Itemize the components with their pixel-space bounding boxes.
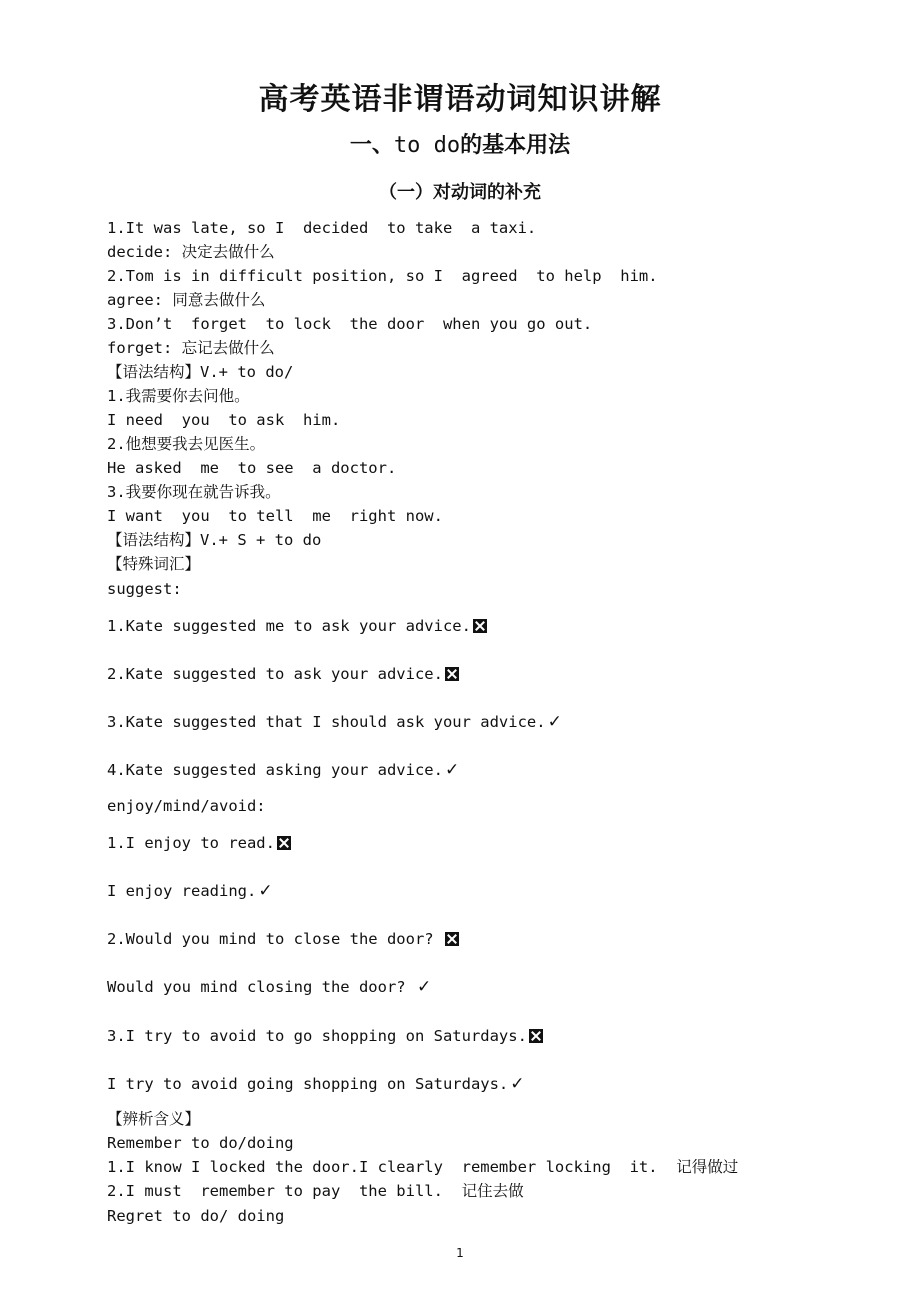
example-text: 2.Would you mind to close the door? (107, 930, 443, 948)
example-wrong (107, 664, 459, 684)
example-wrong (107, 833, 291, 853)
english-sentence: He asked me to see a doctor. (107, 459, 397, 477)
wrong-icon (473, 619, 487, 633)
example-text: 1.Kate suggested me to ask your advice. (107, 617, 471, 635)
example-wrong (107, 1026, 543, 1046)
example-line: 3.Don’t forget to lock the door when you go out. (107, 315, 593, 333)
check-icon: ✓ (444, 760, 460, 780)
section-code: to do (393, 133, 461, 158)
example-text: I try to avoid going shopping on Saturdays. (107, 1075, 509, 1093)
subsection-heading: （一）对动词的补充 (379, 182, 541, 203)
check-icon: ✓ (510, 1074, 525, 1094)
vocab-word: suggest: (107, 580, 182, 598)
vocab-word: enjoy/mind/avoid: (107, 797, 266, 815)
check-icon: ✓ (416, 977, 432, 997)
example-wrong (107, 929, 459, 949)
check-icon: ✓ (258, 881, 273, 901)
example-right (107, 712, 562, 732)
note-line: decide: 决定去做什么 (107, 243, 275, 261)
chinese-sentence: 3.我要你现在就告诉我。 (107, 483, 281, 501)
example-text: Would you mind closing the door? (107, 978, 415, 996)
page-number: 1 (456, 1246, 464, 1260)
section-heading (0, 128, 920, 159)
english-sentence: I need you to ask him. (107, 411, 341, 429)
wrong-icon (445, 667, 459, 681)
example-text: 1.I enjoy to read. (107, 834, 275, 852)
example-text: I enjoy reading. (107, 882, 257, 900)
example-line: 1.It was late, so I decided to take a taxi. (107, 219, 537, 237)
example-right (107, 977, 431, 997)
check-icon: ✓ (547, 712, 562, 732)
example-right (107, 881, 273, 901)
wrong-icon (445, 932, 459, 946)
section-prefix: 一、 (349, 132, 394, 158)
section-suffix: 的基本用法 (460, 132, 571, 158)
wrong-icon (277, 836, 291, 850)
note-line: forget: 忘记去做什么 (107, 339, 275, 357)
example-text: 3.Kate suggested that I should ask your advice. (107, 713, 546, 731)
example-line: 2.Tom is in difficult position, so I agreed to help him. (107, 267, 658, 285)
example-text: 4.Kate suggested asking your advice. (107, 761, 443, 779)
wrong-icon (529, 1029, 543, 1043)
english-sentence: I want you to tell me right now. (107, 507, 443, 525)
example-wrong (107, 616, 487, 636)
grammar-structure: 【语法结构】V.+ S + to do (107, 531, 322, 549)
note-line: agree: 同意去做什么 (107, 291, 266, 309)
example-right (107, 760, 459, 780)
special-vocab-heading: 【特殊词汇】 (107, 555, 201, 573)
page-title: 高考英语非谓语动词知识讲解 (258, 82, 662, 117)
chinese-sentence: 2.他想要我去见医生。 (107, 435, 266, 453)
example-text: 2.Kate suggested to ask your advice. (107, 665, 443, 683)
example-line: 1.I know I locked the door.I clearly remember locking it. 记得做过 (107, 1158, 739, 1176)
phrase-heading: Remember to do/doing (107, 1134, 294, 1152)
analysis-heading: 【辨析含义】 (107, 1110, 201, 1128)
phrase-heading: Regret to do/ doing (107, 1207, 285, 1225)
chinese-sentence: 1.我需要你去问他。 (107, 387, 250, 405)
example-right (107, 1074, 525, 1094)
example-line: 2.I must remember to pay the bill. 记住去做 (107, 1182, 524, 1200)
grammar-structure: 【语法结构】V.+ to do/ (107, 363, 294, 381)
example-text: 3.I try to avoid to go shopping on Saturdays. (107, 1027, 527, 1045)
